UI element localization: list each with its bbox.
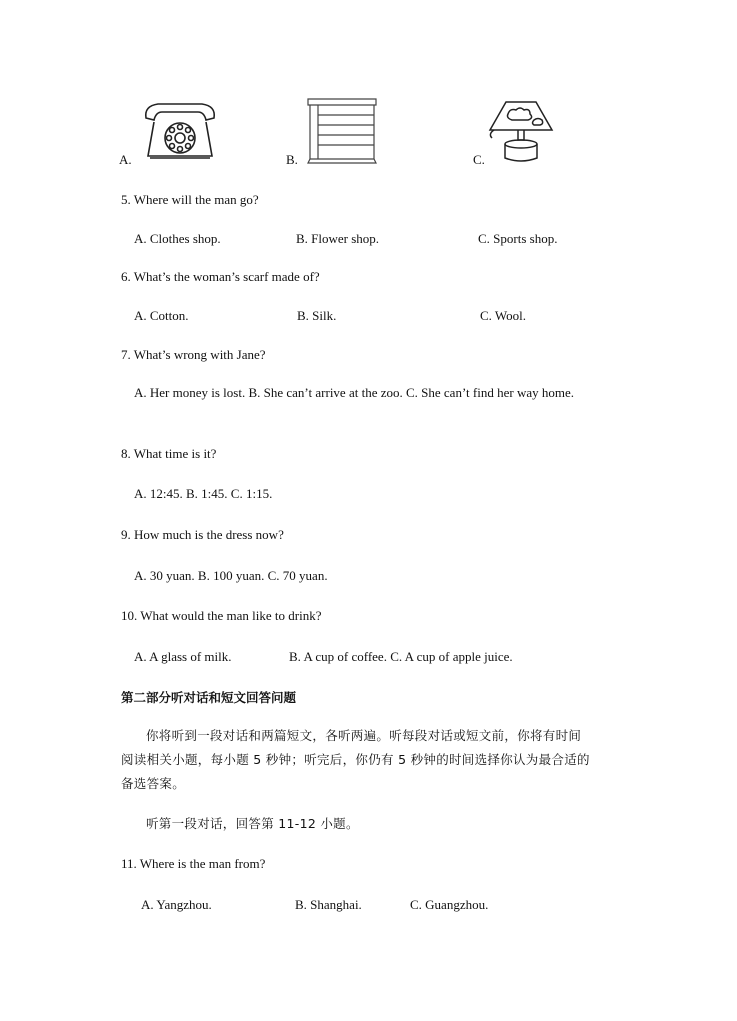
- cabinet-icon: [306, 97, 378, 165]
- section-2-instructions-line-2: 阅读相关小题，每小题 5 秒钟；听完后，你仍有 5 秒钟的时间选择你认为最合适的: [121, 752, 590, 767]
- q5-option-a: A. Clothes shop.: [134, 231, 221, 246]
- q10-option-b: B. A cup of coffee.: [289, 649, 387, 664]
- question-8: 8. What time is it?: [121, 446, 217, 461]
- q5-option-c: C. Sports shop.: [478, 231, 558, 246]
- question-7: 7. What’s wrong with Jane?: [121, 347, 266, 362]
- q7-option-a: A. Her money is lost.: [134, 385, 246, 400]
- q11-option-a: A. Yangzhou.: [141, 897, 212, 912]
- section-2-heading: 第二部分听对话和短文回答问题: [121, 690, 297, 705]
- lamp-icon: [486, 100, 556, 166]
- q10-options-bc: [289, 649, 513, 665]
- q8-option-b: B. 1:45.: [186, 486, 228, 501]
- question-10: 10. What would the man like to drink?: [121, 608, 322, 623]
- question-9: 9. How much is the dress now?: [121, 527, 284, 542]
- q6-option-b: B. Silk.: [297, 308, 337, 323]
- telephone-icon: [140, 100, 220, 162]
- q11-option-c: C. Guangzhou.: [410, 897, 489, 912]
- q7-option-b: B. She can’t arrive at the zoo.: [248, 385, 403, 400]
- picture-a-label: A.: [119, 152, 132, 167]
- q6-option-a: A. Cotton.: [134, 308, 189, 323]
- q9-option-b: B. 100 yuan.: [197, 568, 265, 583]
- q10-option-a: A. A glass of milk.: [134, 649, 232, 664]
- q9-option-c: C. 70 yuan.: [267, 568, 328, 583]
- picture-c-label: C.: [473, 152, 485, 167]
- section-2-instructions-line-1: 你将听到一段对话和两篇短文，各听两遍。听每段对话或短文前，你将有时间: [146, 728, 582, 743]
- q8-option-a: A. 12:45.: [134, 486, 183, 501]
- question-11: 11. Where is the man from?: [121, 856, 266, 871]
- q6-option-c: C. Wool.: [480, 308, 527, 323]
- q9-options: [134, 568, 328, 584]
- q8-options: [134, 486, 272, 502]
- picture-b-label: B.: [286, 152, 298, 167]
- section-2-sub-intro: 听第一段对话，回答第 11-12 小题。: [146, 816, 359, 831]
- q10-option-c: C. A cup of apple juice.: [390, 649, 513, 664]
- q7-options: [134, 385, 574, 401]
- q11-option-b: B. Shanghai.: [295, 897, 362, 912]
- section-2-instructions-line-3: 备选答案。: [121, 776, 186, 791]
- q7-option-c: C. She can’t find her way home.: [405, 385, 574, 400]
- q9-option-a: A. 30 yuan.: [134, 568, 195, 583]
- q8-option-c: C. 1:15.: [230, 486, 273, 501]
- question-6: 6. What’s the woman’s scarf made of?: [121, 269, 320, 284]
- q5-option-b: B. Flower shop.: [296, 231, 380, 246]
- question-5: 5. Where will the man go?: [121, 192, 259, 207]
